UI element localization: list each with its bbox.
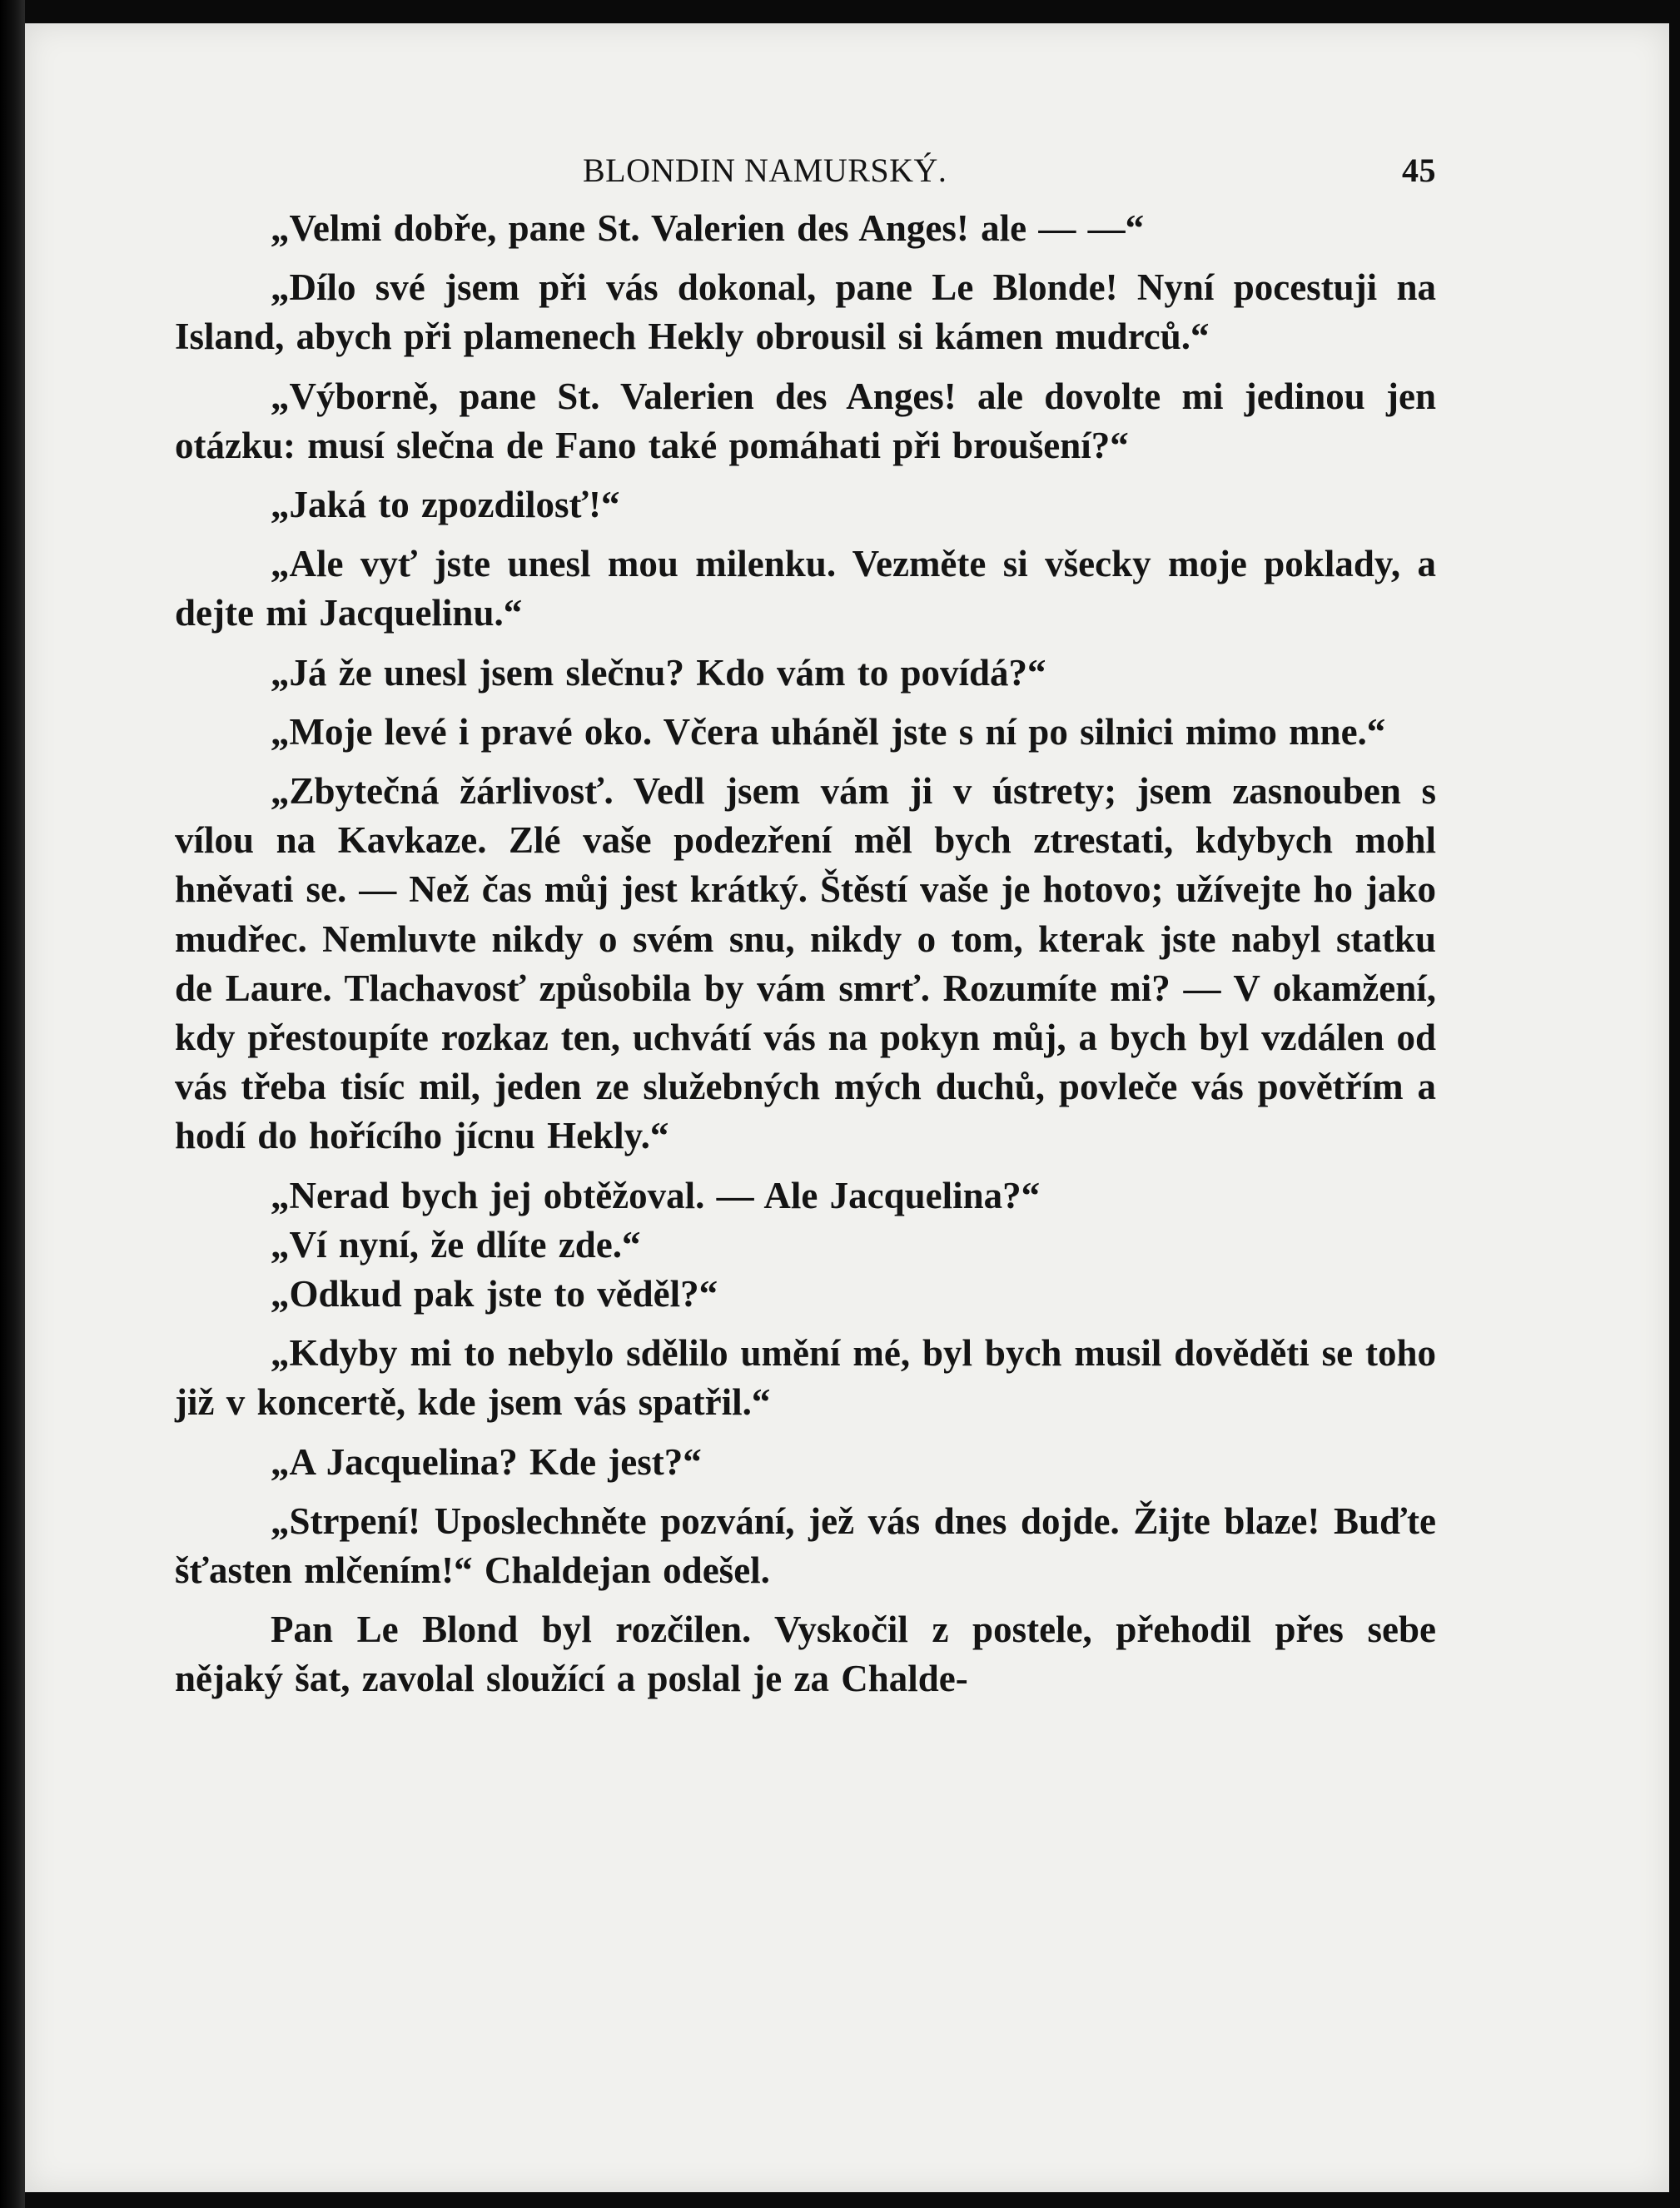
running-header: [175, 137, 1436, 204]
page-number: 45: [1402, 152, 1436, 189]
paragraph: „Jaká to zpozdilosť!“: [271, 484, 620, 526]
body-text: [175, 204, 1436, 1704]
paragraph: „Velmi dobře, pane St. Valerien des Anges! ale — —“: [271, 207, 1145, 249]
paragraph: „Zbytečná žárlivosť. Vedl jsem vám ji v ústrety; jsem zasnouben s vílou na Kavkaze. Zlé vaše podezření měl bych ztrestati, kdybych mohl hněvati se. — Než čas můj jest krátký. Štěstí vaše je hotovo; užívejte ho jako mudřec. Nemluvte nikdy o svém snu, nikdy o tom, kterak jste nabyl statku de Laure. Tlachavosť způsobila by vám smrť. Rozumíte mi? — V okamžení, kdy přestoupíte rozkaz ten, uchvátí vás na pokyn můj, a bych byl vzdálen od vás třeba tisíc mil, jeden ze služebných mých duchů, povleče vás povětřím a hodí do hořícího jícnu Hekly.“: [175, 770, 1436, 1157]
paragraph: „A Jacquelina? Kde jest?“: [271, 1440, 702, 1483]
paragraph: „Strpení! Uposlechněte pozvání, jež vás dnes dojde. Žijte blaze! Buďte šťasten mlčením!“ Chaldejan odešel.: [175, 1499, 1436, 1592]
paragraph: „Nerad bych jej obtěžoval. — Ale Jacquelina?“: [271, 1174, 1041, 1216]
paragraph: „Ví nyní, že dlíte zde.“: [271, 1223, 641, 1266]
paragraph: „Já že unesl jsem slečnu? Kdo vám to povídá?“: [271, 651, 1046, 694]
paragraph: „Odkud pak jste to věděl?“: [271, 1273, 718, 1315]
book-page: [175, 137, 1436, 1704]
running-title: BLONDIN NAMURSKÝ.: [583, 152, 947, 189]
paragraph: „Výborně, pane St. Valerien des Anges! ale dovolte mi jedinou jen otázku: musí slečna de Fano také pomáhati při broušení?“: [175, 375, 1436, 466]
book-binding-edge: [0, 0, 25, 2208]
paragraph: „Ale vyť jste unesl mou milenku. Vezměte si všecky moje poklady, a dejte mi Jacquelinu.“: [175, 543, 1436, 634]
paragraph: „Dílo své jsem při vás dokonal, pane Le Blonde! Nyní pocestuji na Island, abych při plamenech Hekly obrousil si kámen mudrců.“: [175, 266, 1436, 358]
paragraph: Pan Le Blond byl rozčilen. Vyskočil z postele, přehodil přes sebe nějaký šat, zavolal sloužící a poslal je za Chalde-: [175, 1609, 1436, 1700]
paragraph: „Kdyby mi to nebylo sdělilo umění mé, byl bych musil dověděti se toho již v koncertě, kde jsem vás spatřil.“: [175, 1332, 1436, 1424]
paragraph: „Moje levé i pravé oko. Včera uháněl jste s ní po silnici mimo mne.“: [271, 710, 1386, 753]
